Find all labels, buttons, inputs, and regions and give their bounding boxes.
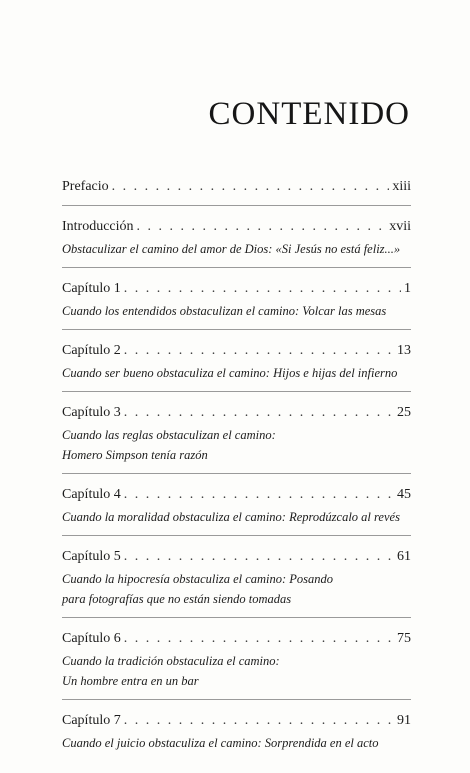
description-line: Cuando las reglas obstaculizan el camino: — [62, 428, 276, 442]
toc-entry-description — [62, 571, 411, 608]
toc-page-number: 91 — [397, 713, 411, 728]
toc-page-number: 75 — [397, 631, 411, 646]
toc-entry-capitulo-2 — [62, 342, 411, 392]
toc-page-number: 13 — [397, 343, 411, 358]
dot-leader — [124, 280, 401, 298]
toc-entry-prefacio — [62, 178, 411, 206]
toc-page-number: 61 — [397, 549, 411, 564]
toc-entry-label: Introducción — [62, 219, 134, 234]
toc-entry-description — [62, 303, 411, 320]
description-line: Cuando la hipocresía obstaculiza el camino: Posando — [62, 572, 334, 586]
dot-leader — [124, 486, 394, 504]
toc-page-number: 45 — [397, 487, 411, 502]
table-of-contents — [62, 178, 411, 773]
toc-row — [62, 218, 411, 236]
toc-entry-description — [62, 735, 411, 752]
dot-leader — [124, 630, 394, 648]
toc-entry-label: Capítulo 2 — [62, 343, 121, 358]
description-line: Cuando la moralidad obstaculiza el camino: Reprodúzcalo al revés — [62, 510, 400, 524]
toc-entry-description — [62, 509, 411, 526]
page-title: CONTENIDO — [208, 96, 410, 132]
dot-leader — [124, 342, 394, 360]
toc-page-number: xvii — [389, 219, 411, 234]
description-line: Homero Simpson tenía razón — [62, 448, 208, 462]
toc-row — [62, 280, 411, 298]
description-line: Cuando el juicio obstaculiza el camino: Sorprendida en el acto — [62, 736, 379, 750]
toc-entry-description — [62, 365, 411, 382]
toc-entry-capitulo-5 — [62, 548, 411, 618]
toc-page-number: 25 — [397, 405, 411, 420]
toc-entry-label: Prefacio — [62, 179, 109, 194]
toc-entry-label: Capítulo 3 — [62, 405, 121, 420]
description-line: Cuando la tradición obstaculiza el camino: — [62, 654, 280, 668]
toc-entry-capitulo-6 — [62, 630, 411, 700]
description-line: para fotografías que no están siendo tomadas — [62, 592, 292, 606]
dot-leader — [112, 178, 390, 196]
toc-entry-description — [62, 427, 411, 464]
toc-entry-label: Capítulo 7 — [62, 713, 121, 728]
toc-row — [62, 342, 411, 360]
description-line: Cuando ser bueno obstaculiza el camino: Hijos e hijas del infierno — [62, 366, 398, 380]
toc-row — [62, 404, 411, 422]
toc-entry-label: Capítulo 6 — [62, 631, 121, 646]
toc-page-number: xiii — [392, 179, 411, 194]
toc-entry-capitulo-1 — [62, 280, 411, 330]
toc-row — [62, 712, 411, 730]
toc-entry-capitulo-3 — [62, 404, 411, 474]
dot-leader — [137, 218, 387, 236]
toc-row — [62, 630, 411, 648]
toc-entry-description — [62, 241, 411, 258]
description-line: Un hombre entra en un bar — [62, 674, 199, 688]
toc-entry-capitulo-4 — [62, 486, 411, 536]
toc-entry-label: Capítulo 1 — [62, 281, 121, 296]
description-line: Cuando los entendidos obstaculizan el camino: Volcar las mesas — [62, 304, 387, 318]
toc-entry-description — [62, 653, 411, 690]
dot-leader — [124, 404, 394, 422]
toc-row — [62, 486, 411, 504]
description-line: Obstaculizar el camino del amor de Dios: «Si Jesús no está feliz...» — [62, 242, 401, 256]
toc-entry-label: Capítulo 5 — [62, 549, 121, 564]
toc-page-number: 1 — [404, 281, 411, 296]
toc-entry-introduccion — [62, 218, 411, 268]
dot-leader — [124, 712, 394, 730]
dot-leader — [124, 548, 394, 566]
toc-row — [62, 548, 411, 566]
toc-row — [62, 178, 411, 196]
toc-entry-capitulo-7 — [62, 712, 411, 761]
toc-entry-label: Capítulo 4 — [62, 487, 121, 502]
